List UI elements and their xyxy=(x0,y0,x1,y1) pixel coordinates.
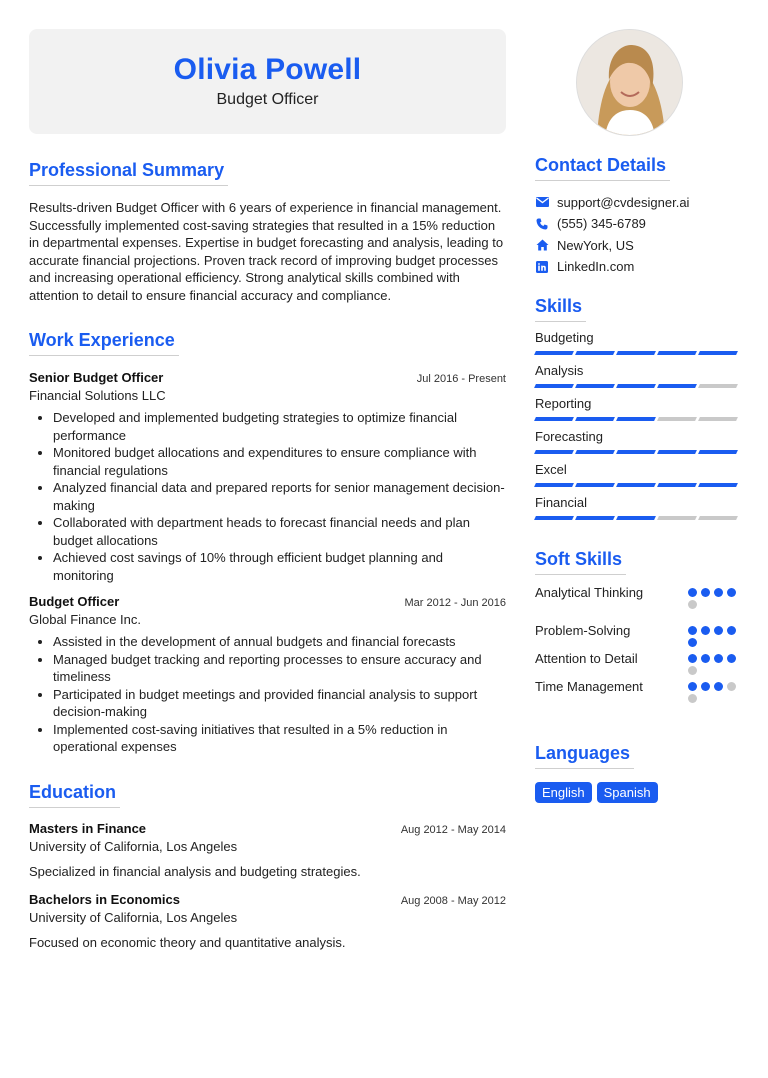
skill-level-segment xyxy=(616,450,656,454)
skill-level-bar xyxy=(535,516,740,520)
rating-dot xyxy=(714,682,723,691)
home-icon xyxy=(535,238,549,252)
skill-level-segment xyxy=(657,450,697,454)
languages-list xyxy=(535,782,740,803)
candidate-name: Olivia Powell xyxy=(173,53,362,86)
contact-location-text: NewYork, US xyxy=(557,237,634,253)
skill-level-segment xyxy=(698,417,738,421)
contact-email-text: support@cvdesigner.ai xyxy=(557,194,690,210)
phone-icon xyxy=(535,217,549,231)
education-entry xyxy=(29,821,506,879)
soft-skill-item xyxy=(535,623,740,647)
soft-skill-rating xyxy=(688,623,740,647)
soft-skill-item xyxy=(535,679,740,703)
job-company: Global Finance Inc. xyxy=(29,612,142,627)
job-title: Senior Budget Officer xyxy=(29,370,164,385)
soft-skills-section xyxy=(535,549,740,703)
skill-level-segment xyxy=(616,483,656,487)
skill-level-segment xyxy=(575,516,615,520)
rating-dot xyxy=(688,682,697,691)
rating-dot xyxy=(727,626,736,635)
skills-section xyxy=(535,296,740,520)
job-entry xyxy=(29,370,506,584)
skill-name: Financial xyxy=(535,495,588,510)
skill-name: Excel xyxy=(535,462,567,477)
profile-photo-image xyxy=(577,30,683,136)
skill-level-segment xyxy=(534,351,574,355)
contact-location xyxy=(535,237,740,254)
skill-item xyxy=(535,330,740,355)
skill-level-bar xyxy=(535,417,740,421)
contact-phone-text: (555) 345-6789 xyxy=(557,216,646,232)
skill-level-segment xyxy=(657,483,697,487)
rating-dot xyxy=(688,654,697,663)
skill-name: Forecasting xyxy=(535,429,603,444)
header-card xyxy=(29,29,506,134)
job-date: Mar 2012 - Jun 2016 xyxy=(404,597,506,609)
rating-dot xyxy=(701,654,710,663)
skills-heading: Skills xyxy=(535,296,586,322)
soft-skill-rating xyxy=(688,585,740,609)
job-bullet: • Participated in budget meetings and provided financial analysis to support decision-making xyxy=(53,686,506,721)
job-bullet: • Implemented cost-saving initiatives that resulted in a 5% reduction in operational expenses xyxy=(53,721,506,756)
skills-list xyxy=(535,330,740,520)
soft-skill-name: Problem-Solving xyxy=(535,623,631,638)
contact-phone[interactable] xyxy=(535,216,740,233)
skill-level-segment xyxy=(616,516,656,520)
contact-email[interactable] xyxy=(535,194,740,211)
contact-heading: Contact Details xyxy=(535,155,670,181)
education-description: Specialized in financial analysis and budgeting strategies. xyxy=(29,863,361,879)
rating-dot xyxy=(688,600,697,609)
skill-level-bar xyxy=(535,450,740,454)
skill-level-segment xyxy=(616,384,656,388)
skill-level-segment xyxy=(657,417,697,421)
contact-linkedin[interactable] xyxy=(535,259,740,276)
envelope-icon xyxy=(535,195,549,209)
skill-level-segment xyxy=(657,516,697,520)
degree-title: Masters in Finance xyxy=(29,820,147,836)
school-name: University of California, Los Angeles xyxy=(29,909,238,925)
education-date: Aug 2012 - May 2014 xyxy=(400,823,506,836)
skill-name: Analysis xyxy=(535,363,584,378)
skill-level-segment xyxy=(698,351,738,355)
job-bullet: • Managed budget tracking and reporting processes to ensure accuracy and timeliness xyxy=(53,651,506,686)
job-title: Budget Officer xyxy=(29,594,120,609)
rating-dot xyxy=(688,694,697,703)
skill-level-segment xyxy=(657,351,697,355)
skill-item xyxy=(535,396,740,421)
skill-level-segment xyxy=(575,384,615,388)
skill-level-segment xyxy=(698,516,738,520)
rating-dot xyxy=(714,626,723,635)
summary-heading: Professional Summary xyxy=(29,160,228,186)
skill-level-segment xyxy=(534,450,574,454)
skill-level-bar xyxy=(535,483,740,487)
soft-skill-rating xyxy=(688,679,740,703)
job-date: Jul 2016 - Present xyxy=(416,373,506,385)
skill-level-segment xyxy=(575,450,615,454)
rating-dot xyxy=(701,588,710,597)
sidebar-column xyxy=(535,155,740,803)
rating-dot xyxy=(727,682,736,691)
rating-dot xyxy=(688,626,697,635)
job-bullet: • Achieved cost savings of 10% through efficient budget planning and monitoring xyxy=(53,549,506,584)
skill-level-bar xyxy=(535,384,740,388)
skill-level-bar xyxy=(535,351,740,355)
summary-text: Results-driven Budget Officer with 6 years of experience in financial management. Successfully implemented cost-saving strategies that resulted in a 15% reduction in departmental expenses. Expertise in budget forecasting and analysis, leading to accurate financial projections. Proven track record of improving budget processes and increasing operational efficiency. Strong analytical skills combined with attention to detail to ensure financial accuracy and compliance. xyxy=(29,200,504,303)
soft-skill-item xyxy=(535,651,740,675)
experience-heading: Work Experience xyxy=(29,330,179,356)
skill-level-segment xyxy=(534,483,574,487)
rating-dot xyxy=(727,588,736,597)
rating-dot xyxy=(727,654,736,663)
rating-dot xyxy=(688,666,697,675)
job-company: Financial Solutions LLC xyxy=(29,388,166,403)
skill-item xyxy=(535,429,740,454)
education-description: Focused on economic theory and quantitative analysis. xyxy=(29,934,346,950)
languages-section xyxy=(535,743,740,803)
job-bullet: • Developed and implemented budgeting strategies to optimize financial performance xyxy=(53,409,506,444)
soft-skill-rating xyxy=(688,651,740,675)
job-entry xyxy=(29,594,506,756)
education-section xyxy=(29,782,506,950)
soft-skills-list xyxy=(535,585,740,703)
languages-heading: Languages xyxy=(535,743,634,769)
skill-level-segment xyxy=(575,483,615,487)
language-tag: English xyxy=(535,782,592,803)
rating-dot xyxy=(688,638,697,647)
soft-skills-heading: Soft Skills xyxy=(535,549,626,575)
rating-dot xyxy=(701,626,710,635)
skill-level-segment xyxy=(575,351,615,355)
profile-photo xyxy=(576,29,683,136)
skill-level-segment xyxy=(657,384,697,388)
soft-skill-item xyxy=(535,585,740,609)
rating-dot xyxy=(714,588,723,597)
skill-name: Budgeting xyxy=(535,330,594,345)
education-date: Aug 2008 - May 2012 xyxy=(400,894,506,907)
rating-dot xyxy=(714,654,723,663)
skill-item xyxy=(535,495,740,520)
job-bullets xyxy=(29,633,506,756)
rating-dot xyxy=(701,682,710,691)
soft-skill-name: Time Management xyxy=(535,679,643,694)
rating-dot xyxy=(688,588,697,597)
contact-linkedin-text: LinkedIn.com xyxy=(557,259,635,275)
degree-title: Bachelors in Economics xyxy=(29,891,180,907)
skill-level-segment xyxy=(698,384,738,388)
education-heading: Education xyxy=(29,782,120,808)
language-tag: Spanish xyxy=(597,782,658,803)
job-bullet: • Monitored budget allocations and expenditures to ensure compliance with financial regulations xyxy=(53,444,506,479)
skill-level-segment xyxy=(534,417,574,421)
contact-section xyxy=(535,155,740,275)
skill-level-segment xyxy=(534,384,574,388)
experience-section xyxy=(29,330,506,756)
skill-name: Reporting xyxy=(535,396,592,411)
skill-level-segment xyxy=(616,351,656,355)
soft-skill-name: Attention to Detail xyxy=(535,651,638,666)
soft-skill-name: Analytical Thinking xyxy=(535,585,644,600)
education-entry xyxy=(29,892,506,950)
candidate-title: Budget Officer xyxy=(216,91,319,108)
skill-level-segment xyxy=(534,516,574,520)
skill-item xyxy=(535,363,740,388)
school-name: University of California, Los Angeles xyxy=(29,838,238,854)
skill-level-segment xyxy=(575,417,615,421)
skill-level-segment xyxy=(698,450,738,454)
job-bullet: • Assisted in the development of annual budgets and financial forecasts xyxy=(53,633,506,651)
summary-section xyxy=(29,160,506,304)
skill-level-segment xyxy=(616,417,656,421)
skill-item xyxy=(535,462,740,487)
job-bullets xyxy=(29,409,506,584)
job-bullet: • Analyzed financial data and prepared reports for senior management decision-making xyxy=(53,479,506,514)
job-bullet: • Collaborated with department heads to forecast financial needs and plan budget allocations xyxy=(53,514,506,549)
linkedin-icon xyxy=(535,260,549,274)
skill-level-segment xyxy=(698,483,738,487)
main-column xyxy=(29,160,506,950)
